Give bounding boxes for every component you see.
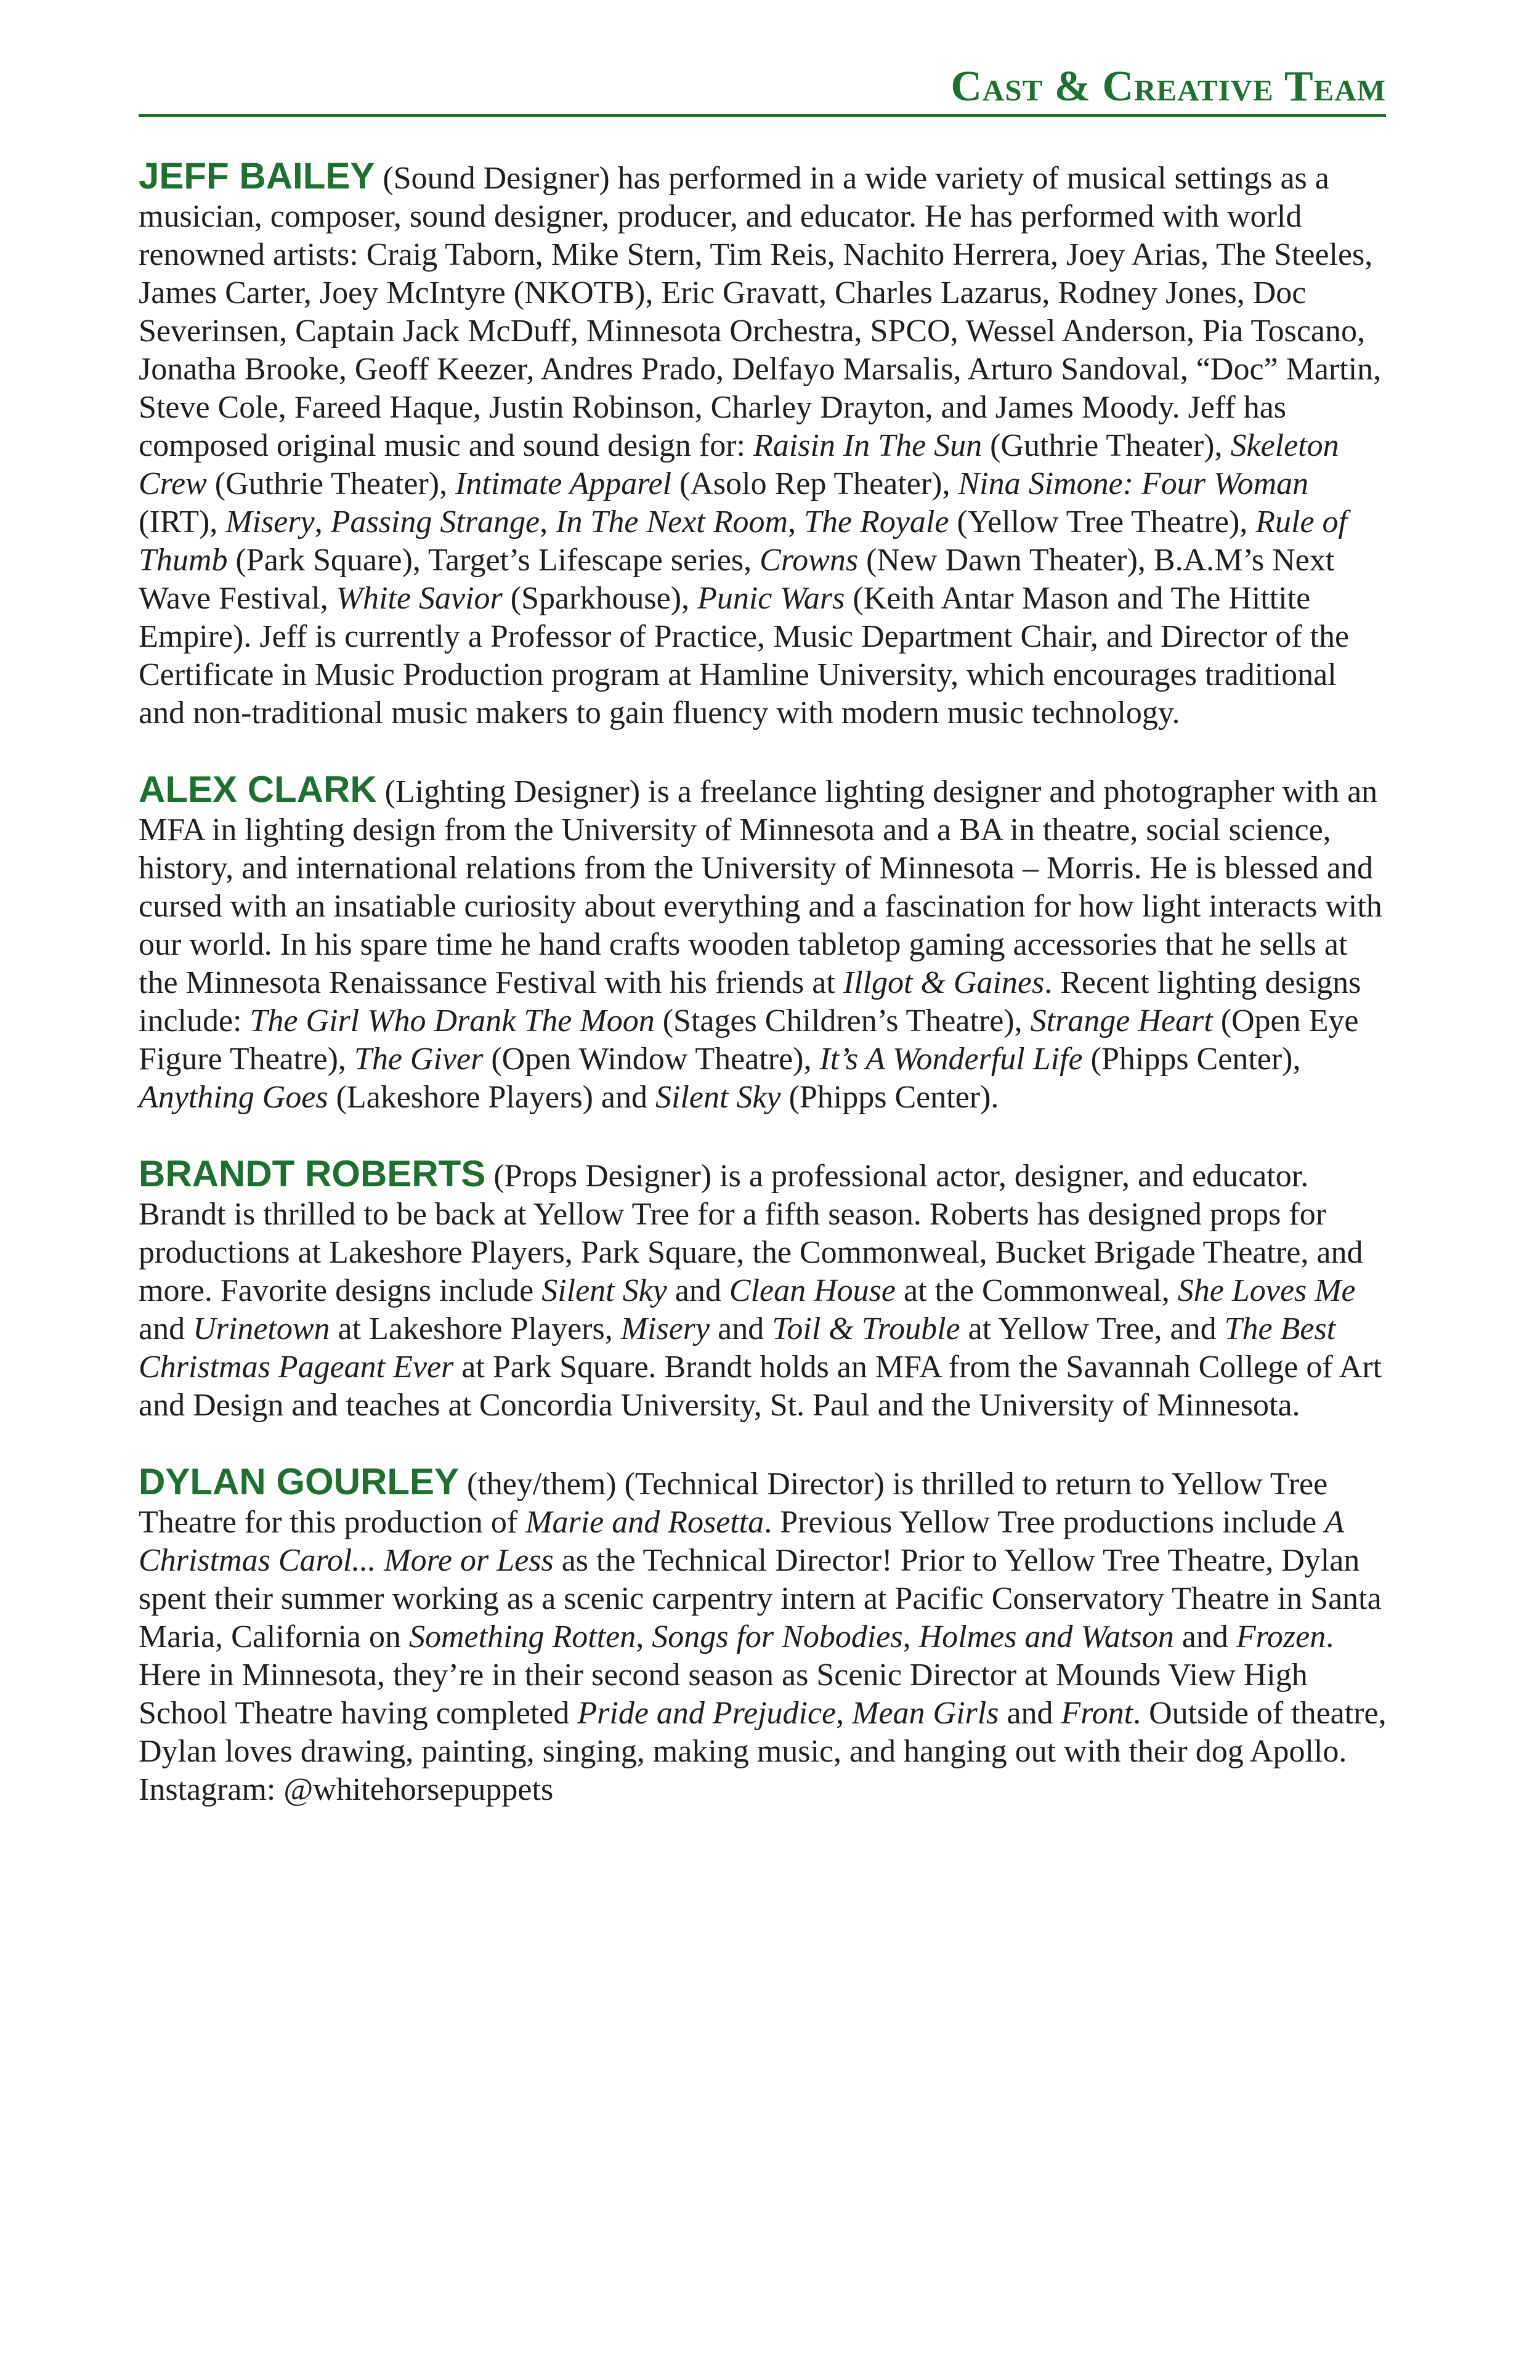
bio-title-italic: Rule of Thumb bbox=[139, 504, 1348, 578]
bio-list bbox=[139, 157, 1389, 1809]
bio-title-italic: Nina Simone: Four Woman bbox=[958, 466, 1309, 501]
bio-text: (Yellow Tree Theatre), bbox=[949, 504, 1256, 540]
bio-title-italic: Urinetown bbox=[193, 1311, 330, 1346]
bio-text: . Outside of theatre, Dylan loves drawing, painting, singing, making music, and hanging out with their dog Apollo. Instagram: @whitehorsepuppets bbox=[139, 1696, 1387, 1807]
bio-text: . Here in Minnesota, they’re in their second season as Scenic Director at Mounds View High School Theatre having completed bbox=[139, 1619, 1334, 1731]
bio-title-italic: White Savior bbox=[336, 581, 503, 616]
bio-text: as the Technical Director! Prior to Yellow Tree Theatre, Dylan spent their summer working as a scenic carpentry intern at Pacific Conservatory Theatre in Santa Maria, California on bbox=[139, 1543, 1382, 1654]
bio-text: at Yellow Tree, and bbox=[960, 1311, 1225, 1346]
bio-text: and bbox=[139, 1311, 193, 1346]
bio-title-italic: She Loves Me bbox=[1177, 1273, 1356, 1308]
bio-text: , bbox=[902, 1619, 919, 1654]
bio-title-italic: Marie and Rosetta bbox=[525, 1505, 764, 1540]
bio-text: , bbox=[314, 504, 331, 540]
bio-jeff-bailey bbox=[139, 157, 1389, 732]
bio-text: , bbox=[540, 504, 556, 540]
bio-name: ALEX CLARK bbox=[139, 769, 377, 810]
bio-text: (Props Designer) is a professional actor, designer, and educator. Brandt is thrilled to be back at Yellow Tree for a fifth season. Roberts has designed props for productions at Lakeshore Players, Park Square, the Commonweal, Bucket Brigade Theatre, and more. Favorite designs include bbox=[139, 1159, 1363, 1308]
bio-text: (Sparkhouse), bbox=[502, 581, 698, 616]
bio-title-italic: Holmes and Watson bbox=[918, 1619, 1174, 1654]
bio-text: (Lakeshore Players) and bbox=[328, 1080, 655, 1115]
bio-title-italic: Raisin In The Sun bbox=[753, 428, 983, 463]
bio-text: . Previous Yellow Tree productions include bbox=[764, 1505, 1325, 1540]
bio-text: (Phipps Center), bbox=[1082, 1042, 1301, 1077]
bio-title-italic: The Royale bbox=[804, 504, 949, 540]
bio-title-italic: Misery bbox=[620, 1311, 710, 1346]
bio-title-italic: It’s A Wonderful Life bbox=[819, 1042, 1083, 1077]
bio-text: (Stages Children’s Theatre), bbox=[654, 1003, 1031, 1038]
bio-title-italic: Punic Wars bbox=[697, 581, 845, 616]
bio-title-italic: Mean Girls bbox=[852, 1696, 999, 1731]
bio-text: , bbox=[788, 504, 804, 540]
bio-text: (New Dawn Theater), B.A.M’s Next Wave Festival, bbox=[139, 543, 1335, 616]
bio-text: (Guthrie Theater), bbox=[982, 428, 1231, 463]
bio-text: (Guthrie Theater), bbox=[206, 466, 456, 501]
bio-title-italic: Front bbox=[1061, 1696, 1133, 1731]
bio-title-italic: Songs for Nobodies bbox=[652, 1619, 903, 1654]
bio-text: (Open Eye Figure Theatre), bbox=[139, 1003, 1359, 1077]
bio-title-italic: The Giver bbox=[354, 1042, 484, 1077]
bio-text: (they/them) (Technical Director) is thrilled to return to Yellow Tree Theatre for this production of bbox=[139, 1467, 1328, 1540]
bio-title-italic: Intimate Apparel bbox=[455, 466, 672, 501]
bio-brandt-roberts bbox=[139, 1155, 1389, 1425]
bio-title-italic: The Girl Who Drank The Moon bbox=[249, 1003, 655, 1038]
bio-text: (Open Window Theatre), bbox=[483, 1042, 820, 1077]
bio-text: (Lighting Designer) is a freelance lighting designer and photographer with an MFA in lighting design from the University of Minnesota and a BA in theatre, social science, history, and international relations from the University of Minnesota – Morris. He is blessed and cursed with an insatiable curiosity about everything and a fascination for how light interacts with our world. In his spare time he hand crafts wooden tabletop gaming accessories that he sells at the Minnesota Renaissance Festival with his friends at bbox=[139, 774, 1382, 1000]
bio-title-italic: Anything Goes bbox=[139, 1080, 328, 1115]
bio-title-italic: Frozen bbox=[1236, 1619, 1326, 1654]
bio-name: BRANDT ROBERTS bbox=[139, 1153, 486, 1194]
bio-text: and bbox=[710, 1311, 772, 1346]
bio-title-italic: Strange Heart bbox=[1030, 1003, 1213, 1038]
bio-text: and bbox=[1173, 1619, 1236, 1654]
bio-title-italic: Something Rotten bbox=[408, 1619, 636, 1654]
bio-text: , bbox=[836, 1696, 853, 1731]
bio-title-italic: Silent Sky bbox=[541, 1273, 667, 1308]
bio-title-italic: Pride and Prejudice bbox=[577, 1696, 837, 1731]
bio-text: , bbox=[636, 1619, 652, 1654]
bio-alex-clark bbox=[139, 771, 1389, 1117]
bio-text: and bbox=[667, 1273, 729, 1308]
bio-title-italic: Crowns bbox=[760, 543, 859, 578]
bio-text: (Phipps Center). bbox=[780, 1080, 999, 1115]
section-title: Cast & Creative Team bbox=[950, 63, 1386, 110]
bio-text: (Asolo Rep Theater), bbox=[671, 466, 958, 501]
bio-title-italic: Passing Strange bbox=[330, 504, 540, 540]
bio-title-italic: Silent Sky bbox=[655, 1080, 781, 1115]
bio-title-italic: Clean House bbox=[729, 1273, 896, 1308]
bio-text: (IRT), bbox=[139, 504, 226, 540]
bio-text: at the Commonweal, bbox=[895, 1273, 1178, 1308]
page-header bbox=[139, 62, 1386, 117]
bio-text: and bbox=[999, 1696, 1061, 1731]
bio-title-italic: Skeleton Crew bbox=[139, 428, 1339, 501]
bio-text: at Park Square. Brandt holds an MFA from the Savannah College of Art and Design and teaches at Concordia University, St. Paul and the University of Minnesota. bbox=[139, 1350, 1382, 1423]
bio-text: at Lakeshore Players, bbox=[330, 1311, 621, 1346]
header-rule bbox=[139, 114, 1386, 117]
bio-name: DYLAN GOURLEY bbox=[139, 1461, 460, 1502]
bio-title-italic: The Best Christmas Pageant Ever bbox=[139, 1311, 1336, 1385]
bio-title-italic: Illgot & Gaines bbox=[843, 965, 1045, 1000]
bio-text: (Park Square), Target’s Lifescape series, bbox=[227, 543, 760, 578]
bio-text: (Sound Designer) has performed in a wide variety of musical settings as a musician, composer, sound designer, producer, and educator. He has performed with world renowned artists: Craig Taborn, Mike Stern, Tim Reis, Nachito Herrera, Joey Arias, The Steeles, James Carter, Joey McIntyre (NKOTB), Eric Gravatt, Charles Lazarus, Rodney Jones, Doc Severinsen, Captain Jack McDuff, Minnesota Orchestra, SPCO, Wessel Anderson, Pia Toscano, Jonatha Brooke, Geoff Keezer, Andres Prado, Delfayo Marsalis, Arturo Sandoval, “Doc” Martin, Steve Cole, Fareed Haque, Justin Robinson, Charley Drayton, and James Moody. Jeff has composed original music and sound design for: bbox=[139, 161, 1382, 463]
bio-text: (Keith Antar Mason and The Hittite Empire). Jeff is currently a Professor of Practice, Music Department Chair, and Director of the Certificate in Music Production program at Hamline University, which encourages traditional and non-traditional music makers to gain fluency with modern music technology. bbox=[139, 581, 1350, 731]
bio-title-italic: Misery bbox=[225, 504, 315, 540]
bio-title-italic: A Christmas Carol... More or Less bbox=[139, 1505, 1344, 1578]
bio-dylan-gourley bbox=[139, 1463, 1389, 1809]
bio-title-italic: Toil & Trouble bbox=[772, 1311, 960, 1346]
bio-name: JEFF BAILEY bbox=[139, 155, 375, 196]
bio-title-italic: In The Next Room bbox=[556, 504, 788, 540]
bio-text: . Recent lighting designs include: bbox=[139, 965, 1361, 1038]
